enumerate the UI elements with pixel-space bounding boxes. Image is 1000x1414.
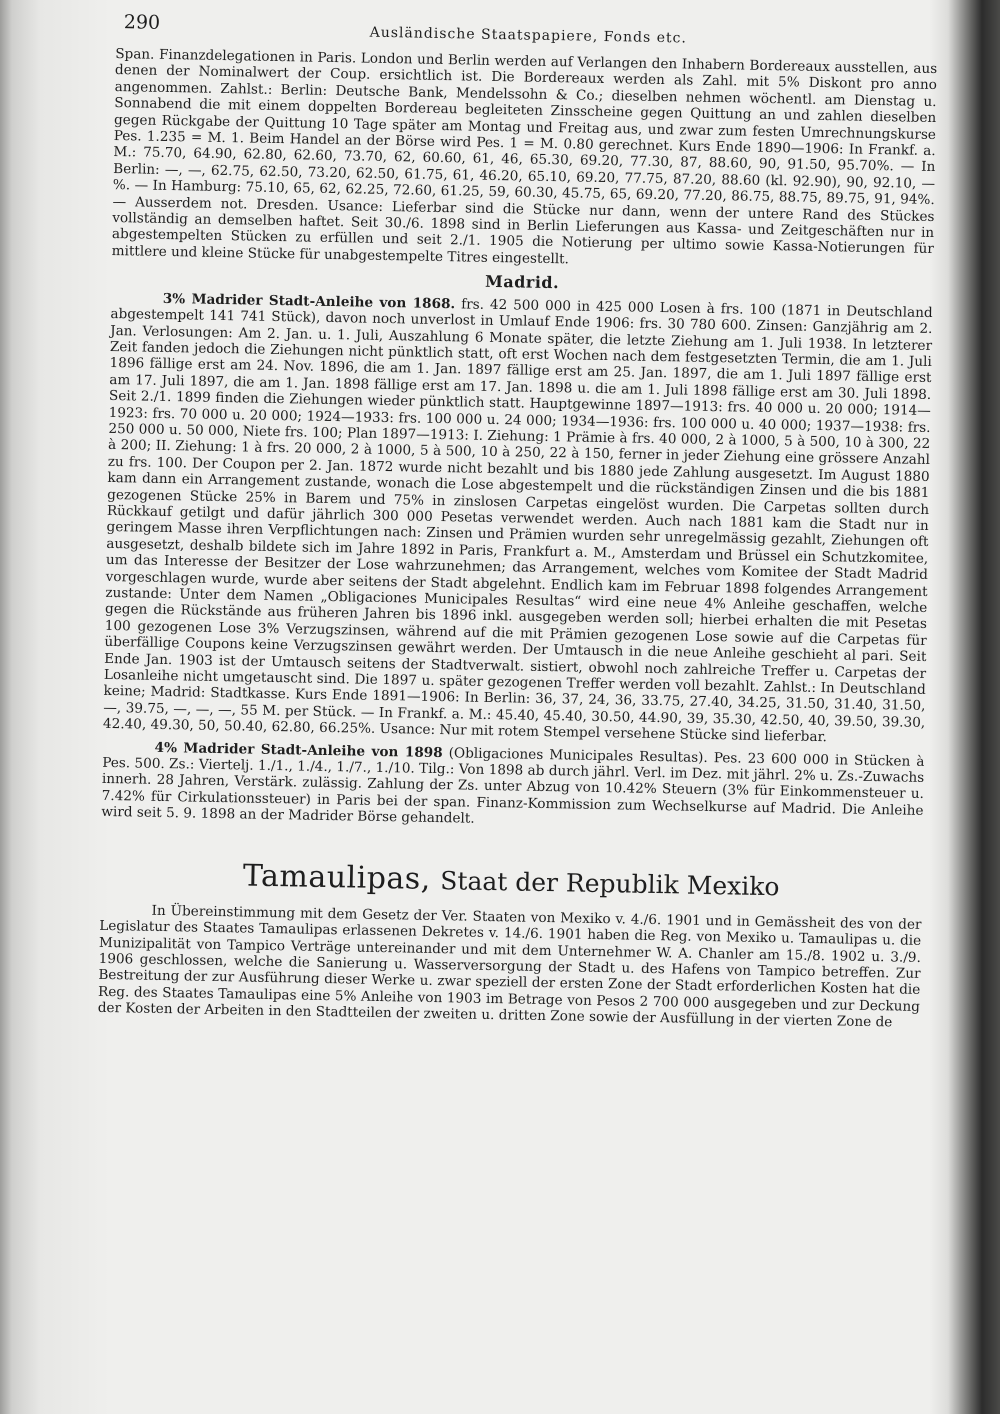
tamaulipas-paragraph: In Übereinstimmung mit dem Gesetz der Ver. Staaten von Mexiko v. 4./6. 1901 und in Gemässheit des von der Legislatur des Staates Tamaulipas erlassenen Dekretes v. 14./6. 1901 haben die Reg. von Mexiko u. Tamaulipas u. die Munizipalität von Tampico Verträge untereinander und mit dem Unternehmer W. A. Chanler am 15./8. 1902 u. 3./9. 1906 geschlossen, welche die Sanierung u. Wasserversorgung der Stadt u. des Hafens von Tampico betreffen. Zur Bestreitung der zur Ausführung dieser Werke u. zwar speziell der ersten Zone der Stadt erforderlichen Kosten hat die Reg. des Staates Tamaulipas eine 5% Anleihe von 1903 im Betrage von Pesos 2 700 000 ausgegeben und zur Deckung der Kosten der Arbeiten in den Stadtteilen der zweiten u. dritten Zone sowie der Ausfüllung in der vierten Zone de (97, 902, 922, 1031)
page-number: 290 (123, 11, 161, 34)
title-republik-mexiko: Staat der Republik Mexiko (440, 865, 780, 901)
bond-name-1898: 4% Madrider Stadt-Anleihe von 1898 (154, 739, 443, 761)
running-title: Ausländische Staatspapiere, Fonds etc. (369, 24, 687, 47)
section-title-tamaulipas (100, 857, 923, 907)
bond-name-1868: 3% Madrider Stadt-Anleihe von 1868. (162, 290, 456, 312)
intro-paragraph: Span. Finanzdelegationen in Paris. London und Berlin werden auf Verlangen den Inhabern Bordereaux ausstellen, aus denen der Nominalwert der Coup. ersichtlich ist. Die Bordereaux werden als Zahl. mit 5% Diskont pro anno angenommen. Zahlst.: Berlin: Deutsche Bank, Mendelssohn & Co.; dieselben nehmen wöchentl. am Dienstag u. Sonnabend die mit einem doppelten Bordereau begleiteten Zinsscheine gegen Quittung an und zahlen dieselben gegen Rückgabe der Quittung 10 Tage später am Montag und Freitag aus, und zwar zum festen Umrechnungskurse Pes. 1.235 = M. 1. Beim Handel an der Börse wird Pes. 1 = M. 0.80 gerechnet. Kurs Ende 1890—1906: In Frankf. a. M.: 75.70, 64.90, 62.80, 62.60, 73.70, 62, 60.60, 61, 46, 65.30, 69.20, 77.30, 87, 88.60, 90, 91.50, 95.70%. — In Berlin: —, —, 62.75, 62.50, 73.20, 62.50, 61.75, 61, 46.20, 65.10, 69.20, 77.75, 87.20, 88.60 (kl. 92.90), 90, 92.10, —%. — In Hamburg: 75.10, 65, 62, 62.25, 72.60, 61.25, 59, 60.30, 45.75, 65, 69.20, 77.20, 86.75, 88.75, 89.75, 91, 94%. — Ausserdem not. Dresden. Usance: Lieferbar sind die Stücke nur dann, wenn der untere Rand des Stückes vollständig an demselben haftet. Seit 30./6. 1898 sind in Berlin Lieferungen aus Kassa- und Zeitgeschäften nur in abgestempelten Stücken zu erfüllen und seit 2./1. 1905 die Notierung per ultimo sowie Kassa-Notierungen für mittlere und kleine Stücke für unabgestempelte Titres eingestellt. (111, 45, 938, 268)
page-edge-shadow (930, 0, 1000, 1414)
madrid-1898-paragraph (101, 739, 924, 836)
page-content (97, 11, 938, 1037)
section-heading-madrid: Madrid. (484, 272, 560, 293)
madrid-1868-paragraph (103, 290, 933, 748)
book-gutter-shadow (0, 0, 112, 1414)
bond-text-1868: frs. 42 500 000 in 425 000 Losen à frs. 100 (1871 in Deutschland abgestempelt 141 741 Stück), davon noch unverlost in Umlauf Ende 1906: frs. 30 780 600. Zinsen: Ganzjährig am 2. Jan. Verlosungen: Am 2. Jan. u. 1. Juli, Auszahlung 6 Monate später, die letzte Ziehung am 1. Juli 1938. In letzterer Zeit fanden jedoch die Ziehungen nicht pünktlich statt, oft erst Wochen nach dem festgesetzten Termin, die am 1. Juli 1896 fällige erst am 24. Nov. 1896, die am 1. Jan. 1897 fällige erst am 25. Jan. 1897, die am 1. Juli 1897 fällige erst am 17. Juli 1897, die am 1. Jan. 1898 fällige erst am 17. Jan. 1898 u. die am 1. Juli 1898 fällige erst am 30. Juli 1898. Seit 2./1. 1899 finden die Ziehungen wieder pünktlich statt. Hauptgewinne 1897—1913: frs. 40 000 u. 20 000; 1914—1923: frs. 70 000 u. 20 000; 1924—1933: frs. 100 000 u. 24 000; 1934—1936: frs. 100 000 u. 40 000; 1937—1938: frs. 250 000 u. 50 000, Niete frs. 100; Plan 1897—1913: I. Ziehung: 1 Prämie à frs. 40 000, 2 à 1000, 5 à 500, 10 à 300, 22 à 200; II. Ziehung: 1 à frs. 20 000, 2 à 1000, 5 à 500, 10 à 250, 22 à 150, ferner in jeder Ziehung eine grössere Anzahl zu frs. 100. Der Coupon per 2. Jan. 1872 wurde nicht bezahlt und bis 1880 jede Zahlung ausgesetzt. Im August 1880 kam dann ein Arrangement zustande, wonach die Lose abgestempelt und die rückständigen Zinsen und die bis 1881 gezogenen Stücke 25% in Barem und 75% in zinslosen Carpetas eingelöst wurden. Die Carpetas sollten durch Rückkauf getilgt und dafür jährlich 300 000 Pesetas verwendet werden. Auch nach 1881 kam die Stadt nur in geringem Masse ihren Verpflichtungen nach: Zinsen und Prämien wurden sehr unregelmässig gezahlt, Ziehungen oft ausgesetzt, deshalb bildete sich im Jahre 1892 in Paris, Frankfurt a. M., Amsterdam und Brüssel ein Schutzkomitee, um das Interesse der Besitzer der Lose wahrzunehmen; das Arrangement, welches vom Komitee der Stadt Madrid vorgeschlagen wurde, wurde aber seitens der Stadt abgelehnt. Endlich kam im Februar 1898 folgendes Arrangement zustande: Unter dem Namen „Obligaciones Municipales Resultas“ wird eine neue 4% Anleihe geschaffen, welche gegen die Rückstände aus früheren Jahren bis 1896 inkl. ausgegeben werden soll; hierbei erhalten die mit Pesetas 100 gezogenen Lose 3% Verzugszinsen, während auf die mit Prämien gezogenen Lose sowie auf die Carpetas für überfällige Coupons keine Verzugszinsen gewährt werden. Der Umtausch in die neue Anleihe geschieht al pari. Seit Ende Jan. 1903 ist der Umtausch seitens der Stadtverwalt. sistiert, obwohl noch zahlreiche Treffer u. Carpetas der Losanleihe nicht umgetauscht sind. Die 1897 u. später gezogenen Treffer werden voll bezahlt. Zahlst.: In Deutschland keine; Madrid: Stadtkasse. Kurs Ende 1891—1906: In Berlin: 36, 37, 24, 36, 33.75, 27.40, 34.25, 31.50, 31.40, 31.50, —, 39.75, —, —, —, 55 M. per Stück. — In Frankf. a. M.: 45.40, 45.40, 30.50, 44.90, 39, 35.30, 42.50, 40, 39.50, 39.30, 42.40, 49.30, 50, 50.40, 62.80, 66.25%. Usance: Nur mit rotem Stempel versehene Stücke sind lieferbar. (102, 296, 933, 746)
title-tamaulipas: Tamaulipas, (242, 858, 432, 897)
bond-text-1898: (Obligaciones Municipales Resultas). Pes. 23 600 000 in Stücken à Pes. 500. Zs.: Viertelj. 1./1., 1./4., 1./7., 1./10. Tilg.: Von 1898 ab durch jährl. Verl. im Dez. mit jährl. 2% u. Zs.-Zuwachs innerh. 28 Jahren, Verstärk. zulässig. Zahlung der Zs. unter Abzug von 10.42% Steuern (3% für Einkommensteuer u. 7.42% für Cirkulationssteuer) in Paris bei der span. Finanz-Kommission zum Wechselkurse auf Madrid. Die Anleihe wird seit 5. 9. 1898 an der Madrider Börse gehandelt. (101, 744, 925, 827)
